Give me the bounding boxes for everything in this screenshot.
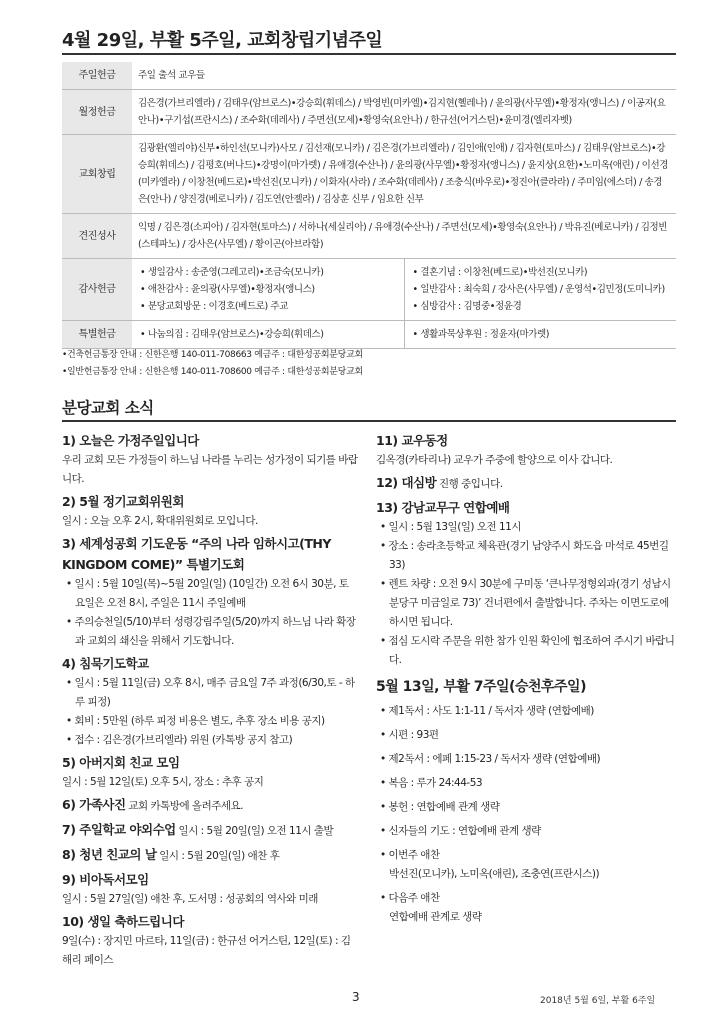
news-body: 우리 교회 모든 가정들이 하느님 나라를 누리는 성가정이 되기를 바랍니다.: [62, 454, 358, 485]
list-item: • 나눔의집 : 김태우(암브로스)•강승희(휘데스): [138, 326, 398, 343]
news-item: [62, 794, 358, 817]
row-label: 월정헌금: [62, 90, 132, 135]
list-item: • 생활과묵상후원 : 정윤자(마가렛): [411, 326, 671, 343]
news-body: 일시 : 5월 27일(일) 애찬 후, 도서명 : 성공회의 역사와 미래: [62, 893, 318, 905]
news-item: [62, 819, 358, 842]
news-body: 진행 중입니다.: [436, 478, 503, 490]
news-body: 9일(수) : 장지민 마르타, 11일(금) : 한규선 어거스틴, 12일(토) : 김해리 페이스: [62, 935, 351, 966]
special-right: [404, 321, 676, 349]
news-title: 11) 교우동정: [376, 433, 448, 448]
news-item: [62, 844, 358, 867]
news-title: 1) 오늘은 가정주일입니다: [62, 433, 199, 448]
news-title: 9) 비아독서모임: [62, 872, 149, 887]
news-left-column: [62, 428, 358, 970]
row-label: 주일헌금: [62, 62, 132, 90]
news-body: 교회 카톡방에 올려주세요.: [125, 800, 243, 812]
list-item: • 애찬감사 : 윤의광(사무엘)•황정자(앵니스): [138, 281, 398, 298]
row-label: 교회창립: [62, 135, 132, 214]
account-note: •건축헌금통장 안내 : 신한은행 140-011-708663 예금주 : 대한성공회분당교회: [62, 350, 363, 360]
news-body: 일시 : 5월 12일(토) 오후 5시, 장소 : 추후 공지: [62, 776, 264, 788]
table-row: [62, 321, 676, 349]
section-rule: [62, 420, 676, 422]
list-item: • 일시 : 5월 11일(금) 오후 8시, 매주 금요일 7주 과정(6/30,토 - 하루 피정): [62, 674, 358, 712]
list-item-detail: 연합예배 관계로 생략: [389, 911, 482, 923]
news-title: 12) 대심방: [376, 475, 437, 490]
list-item-detail: 박선진(모니카), 노미옥(애린), 조충연(프란시스)): [389, 868, 600, 880]
list-item: • 봉헌 : 연합예배 관계 생략: [376, 798, 676, 817]
news-item: [376, 472, 676, 495]
table-row: [62, 62, 676, 90]
page-title: 4월 29일, 부활 5주일, 교회창립기념주일: [62, 30, 383, 51]
donation-table: [62, 62, 676, 349]
list-item: • 제2독서 : 에페 1:15-23 / 독서자 생략 (연합예배): [376, 750, 676, 769]
news-title: 3) 세계성공회 기도운동 “주의 나라 임하시고(THY KINGDOM COME)” 특별기도회: [62, 536, 331, 572]
news-title: 4) 침묵기도학교: [62, 656, 149, 671]
list-item: • 분당교회방문 : 이경호(베드로) 주교: [138, 298, 398, 315]
list-item: • 일시 : 5월 10일(목)~5월 20일(일) (10일간) 오전 6시 30분, 토요일은 오전 8시, 주일은 11시 주일예배: [62, 575, 358, 613]
news-body: 일시 : 오늘 오후 2시, 확대위원회로 모입니다.: [62, 515, 258, 527]
news-title: 10) 생일 축하드립니다: [62, 914, 184, 929]
thanks-right: [404, 259, 676, 321]
list-item: • 결혼기념 : 이창천(베드로)•박선진(모니카): [411, 264, 671, 281]
news-title: 7) 주일학교 야외수업: [62, 822, 176, 837]
table-row: [62, 259, 676, 321]
thanks-left: [132, 259, 404, 321]
list-item: • 장소 : 송라초등학교 체육관(경기 남양주시 화도읍 마석로 45번길 33): [376, 537, 676, 575]
news-title: 13) 강남교무구 연합예배: [376, 500, 510, 515]
list-item: • 이번주 애찬: [376, 846, 676, 865]
list-item: • 시편 : 93편: [376, 726, 676, 745]
footer-date: 2018년 5월 6일, 부활 6주일: [540, 996, 656, 1006]
special-left: [132, 321, 404, 349]
row-label: 견진성사: [62, 214, 132, 259]
news-body: 일시 : 5월 20일(일) 애찬 후: [156, 850, 280, 862]
news-right-column: [376, 428, 676, 927]
news-title: 8) 청년 친교의 날: [62, 847, 157, 862]
title-rule: [62, 53, 676, 55]
table-row: [62, 135, 676, 214]
account-note: •일반헌금통장 안내 : 신한은행 140-011-708600 예금주 : 대한성공회분당교회: [62, 367, 363, 377]
next-week-title: 5월 13일, 부활 7주일(승천후주일): [376, 679, 586, 695]
table-row: [62, 90, 676, 135]
list-item: • 신자들의 기도 : 연합예배 관계 생략: [376, 822, 676, 841]
row-text: 김은경(가브리엘라) / 김태우(암브로스)•강승희(휘데스) / 박영빈(미카엘)•김지현(헬레나) / 윤의광(사무엘)•황정자(앵니스) / 이공자(요안나)•구기섭(프란시스) / 조수화(데레사) / 주면선(모세)•황영숙(요안나) / 한규선(어거스틴)•윤미경(엘리자벳): [132, 90, 676, 135]
section-title: 분당교회 소식: [62, 399, 154, 417]
list-item: • 접수 : 김은경(가브리엘라) 위원 (카톡방 공지 참고): [62, 731, 358, 750]
list-item: • 다음주 애찬: [376, 889, 676, 908]
list-item: • 제1독서 : 사도 1:1-11 / 독서자 생략 (연합예배): [376, 702, 676, 721]
row-text: 익명 / 김은경(소피아) / 김자현(토마스) / 서하나(세실리아) / 유애경(수산나) / 주면선(모세)•황영숙(요안나) / 박유진(베로니카) / 김정빈(스테파노) / 강사은(사무엘) / 황이곤(아브라함): [132, 214, 676, 259]
list-item: • 일반감사 : 최숙희 / 강사은(사무엘) / 운영석•김민정(도미니카): [411, 281, 671, 298]
list-item: • 주의승천일(5/10)부터 성령강림주일(5/20)까지 하느님 나라 확장과 교회의 쇄신을 위해서 기도합니다.: [62, 613, 358, 651]
list-item: • 점심 도시락 주문을 위한 참가 인원 확인에 협조하여 주시기 바랍니다.: [376, 632, 676, 670]
list-item: • 심방감사 : 김명중•정윤경: [411, 298, 671, 315]
list-item: • 렌트 차량 : 오전 9시 30분에 구미동 ‘큰나무정형외과(경기 성남시 분당구 미금일로 73)’ 건너편에서 출발합니다. 주차는 이면도로에 하시면 됩니다.: [376, 575, 676, 632]
list-item: • 일시 : 5월 13일(일) 오전 11시: [376, 518, 676, 537]
news-body: 김옥경(카타리나) 교우가 주중에 할양으로 이사 갑니다.: [376, 454, 613, 466]
list-item: • 생일감사 : 송준영(그레고리)•조금숙(모니카): [138, 264, 398, 281]
row-text: 주일 출석 교우들: [132, 62, 676, 90]
row-label: 특별헌금: [62, 321, 132, 349]
row-label: 감사헌금: [62, 259, 132, 321]
news-body: 일시 : 5월 20일(일) 오전 11시 출발: [175, 825, 334, 837]
list-item: • 복음 : 루가 24:44-53: [376, 774, 676, 793]
list-item: • 회비 : 5만원 (하루 피정 비용은 별도, 추후 장소 비용 공지): [62, 712, 358, 731]
news-title: 6) 가족사진: [62, 797, 126, 812]
page-number: 3: [352, 990, 360, 1004]
row-text: 김광환(엘리야)신부•하인선(모니카)사모 / 김선재(모니카) / 김은경(가브리엘라) / 김인애(인애) / 김자현(토마스) / 김태우(암브로스)•강승희(휘데스) / 김평호(버나드)•강명이(마가렛) / 유애경(수산나) / 윤의광(사무엘)•황정자(앵니스) / 윤지상(요한)•노미옥(애린) / 이선경(미카엘라) / 이창천(베드로)•박선진(모니카) / 이화자(사라) / 조수화(데레사) / 조충식(바우로)•정진아(클라라) / 주미임(에스더) / 송경은(안나) / 양진경(베로니카) / 김도연(안젤라) / 김상훈 신부 / 임요한 신부: [132, 135, 676, 214]
service-order: [376, 702, 676, 927]
news-title: 5) 아버지회 친교 모임: [62, 755, 180, 770]
table-row: [62, 214, 676, 259]
news-title: 2) 5월 정기교회위원회: [62, 494, 184, 509]
